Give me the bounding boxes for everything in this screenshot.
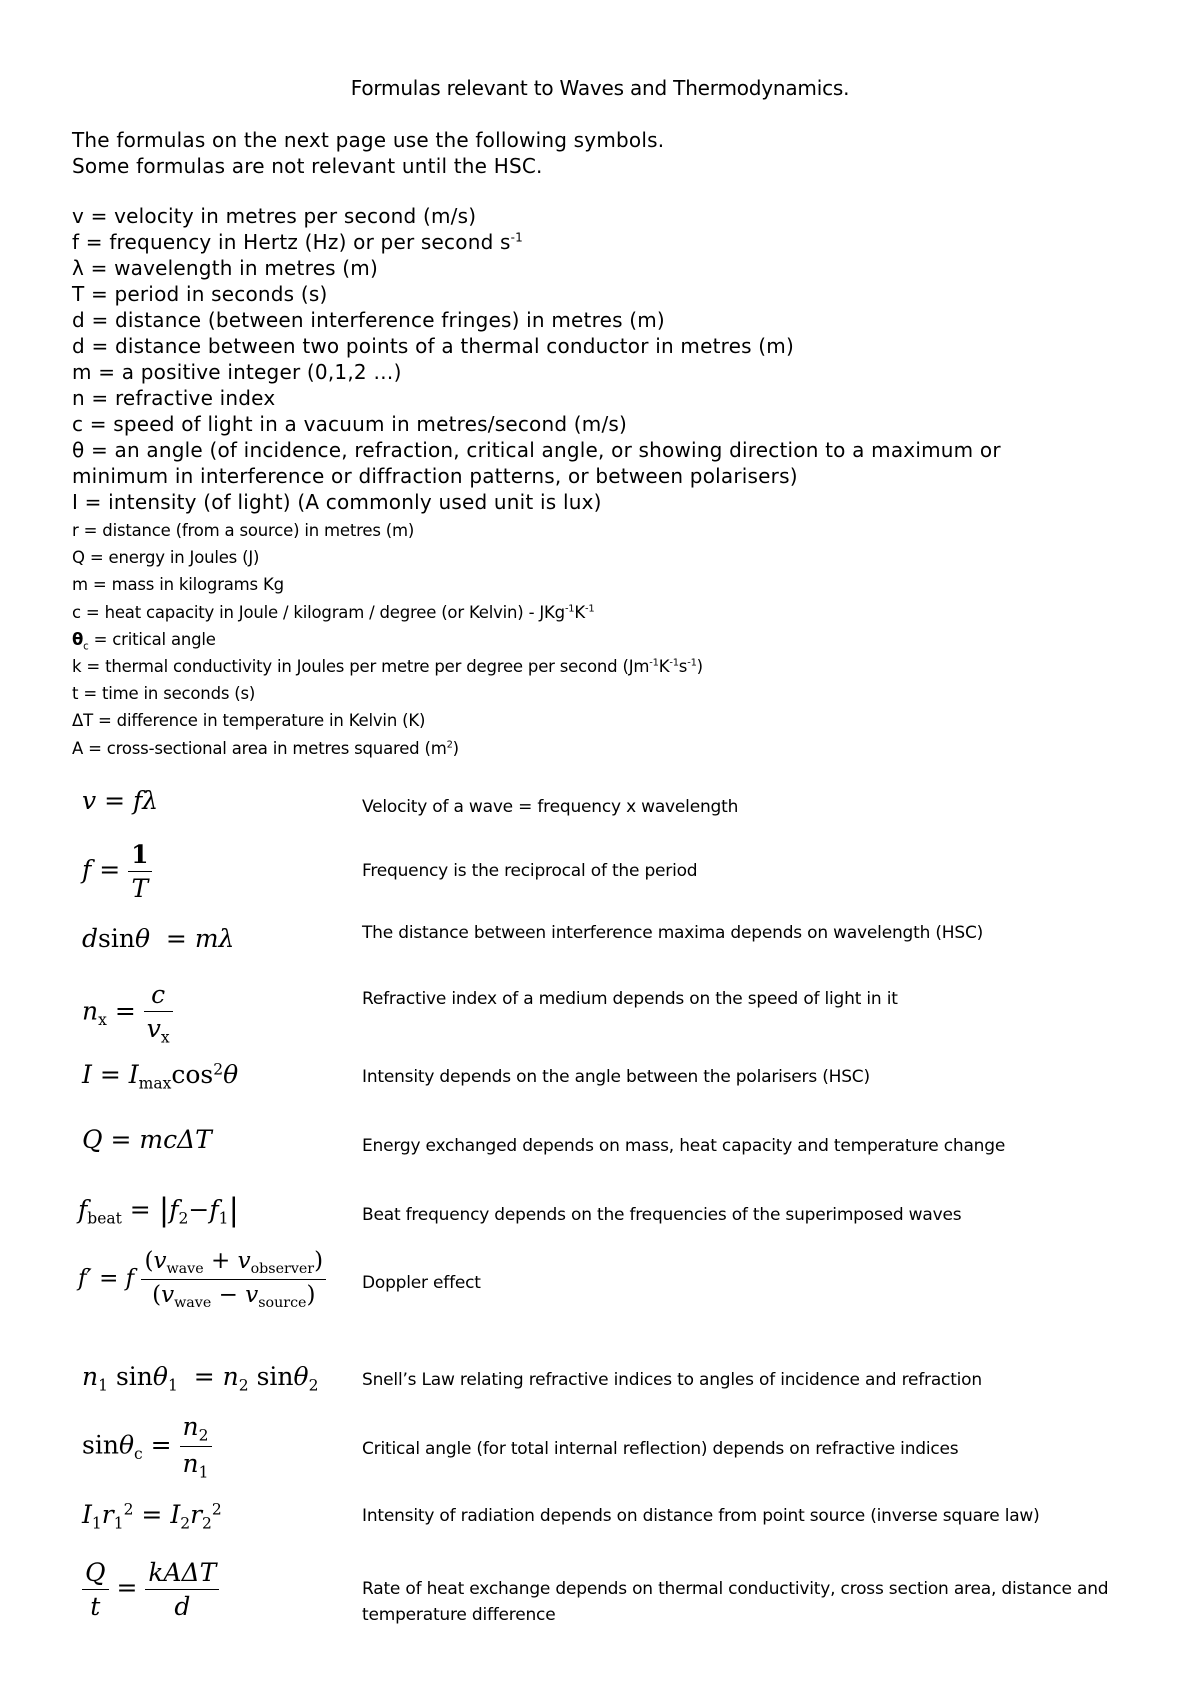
- definition-v: v = velocity in metres per second (m/s): [72, 204, 477, 228]
- definition-theta-c: [72, 626, 1152, 653]
- math-symbol: v: [237, 1248, 251, 1274]
- math-symbol: v: [82, 786, 97, 815]
- definition-r: r = distance (from a source) in metres (m): [72, 521, 415, 540]
- math-subscript: 1: [113, 1514, 124, 1533]
- math-numerator: [180, 1412, 212, 1447]
- math-subscript: max: [138, 1074, 172, 1093]
- superscript: 2: [446, 739, 453, 751]
- math-symbol: f: [78, 1195, 88, 1224]
- math-fraction: [141, 1248, 326, 1311]
- formula-description: Rate of heat exchange depends on thermal conductivity, cross section area, distance and temperature difference: [362, 1579, 1109, 1625]
- math-symbol: v: [146, 1014, 161, 1043]
- math-numerator: c: [144, 980, 173, 1012]
- superscript: -1: [669, 657, 679, 669]
- formula-frequency-period: [82, 840, 152, 903]
- math-paren: ): [306, 1281, 316, 1308]
- math-symbol: θ: [118, 1430, 134, 1460]
- math-symbol: θ: [223, 1060, 239, 1089]
- formula-description: Snell’s Law relating refractive indices to angles of incidence and refraction: [362, 1370, 982, 1390]
- superscript: -1: [510, 230, 524, 245]
- math-symbol: Q: [82, 1125, 103, 1154]
- math-operator: =: [104, 786, 126, 815]
- math-paren: (: [152, 1281, 162, 1308]
- math-symbol: v: [245, 1281, 259, 1308]
- math-symbol: n: [182, 1412, 199, 1441]
- definition-theta: θ = an angle (of incidence, refraction, critical angle, or showing direction to a maximum or minimum in interference or diffraction patterns, or between polarisers): [72, 438, 1001, 488]
- math-symbol: ΔT: [181, 1558, 217, 1587]
- formula-doppler: [78, 1248, 326, 1311]
- math-symbol: n: [82, 996, 99, 1026]
- definition-deltaT: ΔT = difference in temperature in Kelvin (K): [72, 711, 426, 731]
- unit-text: s: [678, 657, 688, 677]
- math-fraction: [180, 1412, 212, 1482]
- math-subscript: observer: [250, 1260, 315, 1277]
- math-subscript: 1: [167, 1376, 178, 1395]
- math-superscript: 2: [213, 1060, 224, 1079]
- formula-inverse-square: [82, 1500, 222, 1532]
- math-symbol: f: [132, 786, 143, 815]
- math-function: sin: [98, 924, 135, 953]
- definition-Q: Q = energy in Joules (J): [72, 548, 260, 568]
- formula-critical-angle: [82, 1412, 212, 1482]
- math-denominator: T: [131, 874, 149, 903]
- math-symbol: I: [170, 1500, 181, 1529]
- math-symbol: c: [163, 1125, 178, 1154]
- math-subscript: source: [258, 1294, 307, 1311]
- math-symbol: I: [82, 1060, 92, 1089]
- math-subscript: 2: [238, 1376, 249, 1395]
- math-paren: (: [144, 1248, 154, 1274]
- math-operator: =: [193, 1362, 215, 1391]
- formula-refractive-index: [82, 980, 173, 1046]
- definition-I: I = intensity (of light) (A commonly used unit is lux): [72, 490, 602, 514]
- math-symbol: f: [125, 1265, 135, 1292]
- intro-line: Some formulas are not relevant until the HSC.: [72, 154, 543, 178]
- definition-A: [72, 735, 1152, 762]
- intro-line: The formulas on the next page use the following symbols.: [72, 128, 665, 152]
- math-function: cos: [171, 1060, 214, 1089]
- math-symbol: θ: [134, 924, 151, 953]
- math-subscript: 1: [198, 1463, 209, 1482]
- math-operator: =: [110, 1125, 132, 1154]
- math-superscript: 2: [211, 1500, 222, 1519]
- definition-t: t = time in seconds (s): [72, 684, 256, 704]
- math-denominator: [141, 1280, 326, 1311]
- math-symbol: θ: [293, 1362, 309, 1391]
- math-numerator: [145, 1558, 219, 1590]
- unit-text: ): [696, 657, 703, 677]
- math-function: sin: [115, 1362, 153, 1391]
- formula-description: The distance between interference maxima depends on wavelength (HSC): [362, 923, 984, 943]
- math-symbol: kA: [148, 1558, 182, 1587]
- definition-f-text: f = frequency in Hertz (Hz) or per second s: [72, 230, 511, 254]
- math-symbol: λ: [218, 924, 235, 953]
- math-operator: =: [99, 1265, 119, 1292]
- formula-description: Beat frequency depends on the frequencies of the superimposed waves: [362, 1205, 962, 1225]
- math-symbol: m: [139, 1125, 164, 1154]
- math-fraction: [128, 840, 151, 903]
- math-subscript: 1: [218, 1209, 229, 1228]
- math-fraction: [145, 1558, 219, 1621]
- page-title: Formulas relevant to Waves and Thermodynamics.: [350, 76, 850, 100]
- math-operator: =: [116, 1573, 138, 1602]
- math-symbol: I: [82, 1500, 92, 1529]
- formula-beat-frequency: [78, 1192, 239, 1228]
- definition-lambda: λ = wavelength in metres (m): [72, 256, 378, 280]
- formula-description: Energy exchanged depends on mass, heat capacity and temperature change: [362, 1136, 1006, 1156]
- math-symbol: f: [209, 1195, 219, 1224]
- math-symbol: f: [169, 1195, 179, 1224]
- theta-symbol: θ: [72, 629, 84, 649]
- math-function: sin: [256, 1362, 294, 1391]
- superscript: -1: [585, 603, 595, 615]
- math-operator: =: [99, 855, 121, 884]
- math-numerator: Q: [82, 1558, 109, 1590]
- math-operator: −: [188, 1195, 210, 1224]
- math-denominator: t: [90, 1592, 101, 1621]
- definition-c-heat: [72, 599, 1152, 626]
- math-denominator: d: [174, 1592, 191, 1621]
- math-symbol: λ: [142, 786, 159, 815]
- definition-c-heat-text: c = heat capacity in Joule / kilogram / degree (or Kelvin) - JKg: [72, 602, 565, 622]
- math-function: sin: [82, 1430, 119, 1460]
- math-operator: =: [114, 996, 136, 1026]
- math-operator: −: [218, 1281, 238, 1308]
- math-denominator: [180, 1447, 212, 1481]
- math-symbol: m: [194, 924, 219, 953]
- math-symbol: r: [190, 1500, 203, 1529]
- math-symbol: r: [101, 1500, 114, 1529]
- superscript: -1: [687, 657, 697, 669]
- math-denominator: [144, 1012, 173, 1046]
- formula-snells-law: [82, 1362, 318, 1394]
- formula-description: Intensity depends on the angle between the polarisers (HSC): [362, 1067, 870, 1087]
- math-paren: ): [314, 1248, 324, 1274]
- math-symbol: f′: [78, 1265, 92, 1292]
- definition-m-integer: m = a positive integer (0,1,2 …): [72, 360, 402, 384]
- math-symbol: n: [222, 1362, 239, 1391]
- math-symbol: v: [153, 1248, 167, 1274]
- math-symbol: d: [82, 924, 99, 953]
- math-absolute-bar: |: [158, 1192, 170, 1228]
- math-subscript: wave: [174, 1294, 212, 1311]
- math-operator: =: [141, 1500, 163, 1529]
- definition-m-mass: m = mass in kilograms Kg: [72, 575, 284, 595]
- math-subscript: 2: [180, 1514, 191, 1533]
- math-subscript: 1: [91, 1514, 102, 1533]
- math-subscript: wave: [166, 1260, 204, 1277]
- definition-A-text: A = cross-sectional area in metres squared (m: [72, 738, 447, 758]
- definition-d-conductor: d = distance between two points of a thermal conductor in metres (m): [72, 334, 794, 358]
- definition-n: n = refractive index: [72, 386, 276, 410]
- definition-k-text: k = thermal conductivity in Joules per metre per degree per second (Jm: [72, 657, 650, 677]
- subscript: c: [83, 641, 89, 653]
- formula-heat-energy: [82, 1125, 212, 1154]
- superscript: -1: [564, 603, 575, 615]
- symbol-definitions-secondary: [72, 517, 1152, 762]
- math-fraction: [82, 1558, 109, 1621]
- math-subscript: 2: [198, 1426, 209, 1445]
- definition-d-fringes: d = distance (between interference fringes) in metres (m): [72, 308, 665, 332]
- math-symbol: θ: [152, 1362, 168, 1391]
- unit-text: K: [658, 657, 670, 677]
- math-symbol: f: [82, 855, 92, 884]
- formula-description: Frequency is the reciprocal of the period: [362, 861, 698, 881]
- math-symbol: I: [128, 1060, 139, 1089]
- unit-text: ): [452, 738, 459, 758]
- math-subscript: 1: [98, 1376, 108, 1395]
- math-superscript: 2: [123, 1500, 134, 1519]
- unit-text: K: [574, 602, 586, 622]
- definition-T: T = period in seconds (s): [72, 282, 328, 306]
- math-operator: =: [99, 1060, 121, 1089]
- math-symbol: n: [82, 1362, 99, 1391]
- superscript: -1: [649, 657, 659, 669]
- math-numerator: 1: [128, 840, 151, 872]
- math-operator: +: [210, 1248, 231, 1274]
- math-symbol: n: [182, 1449, 199, 1479]
- formula-heat-conduction: [82, 1558, 219, 1621]
- math-operator: =: [150, 1430, 172, 1460]
- math-subscript: x: [98, 1011, 107, 1030]
- math-operator: =: [129, 1195, 151, 1224]
- math-subscript: 2: [178, 1209, 189, 1228]
- math-subscript: 2: [308, 1376, 319, 1395]
- math-absolute-bar: |: [228, 1192, 239, 1228]
- formula-description: Refractive index of a medium depends on the speed of light in it: [362, 989, 898, 1009]
- formula-interference: [82, 924, 234, 953]
- formula-wave-velocity: [82, 786, 158, 815]
- formula-description: Critical angle (for total internal reflection) depends on refractive indices: [362, 1439, 959, 1459]
- formula-description: Intensity of radiation depends on distance from point source (inverse square law): [362, 1506, 1040, 1526]
- math-subscript: x: [160, 1028, 170, 1047]
- formula-polariser-intensity: [82, 1060, 238, 1092]
- definition-theta-c-text: = critical angle: [88, 629, 216, 649]
- formula-description: Doppler effect: [362, 1273, 481, 1293]
- math-fraction: [144, 980, 173, 1046]
- definition-f: [72, 229, 1152, 255]
- math-operator: =: [165, 924, 187, 953]
- definition-c-light: c = speed of light in a vacuum in metres/second (m/s): [72, 412, 628, 436]
- math-subscript: 2: [202, 1514, 212, 1533]
- math-symbol: v: [161, 1281, 175, 1308]
- intro-text: [72, 127, 1152, 179]
- math-subscript: c: [134, 1444, 143, 1463]
- math-symbol: ΔT: [177, 1125, 212, 1154]
- formula-description: Velocity of a wave = frequency x wavelength: [362, 797, 739, 817]
- math-numerator: [141, 1248, 326, 1280]
- definition-k: [72, 653, 1152, 680]
- math-subscript: beat: [87, 1209, 122, 1228]
- symbol-definitions-primary: [72, 203, 1152, 515]
